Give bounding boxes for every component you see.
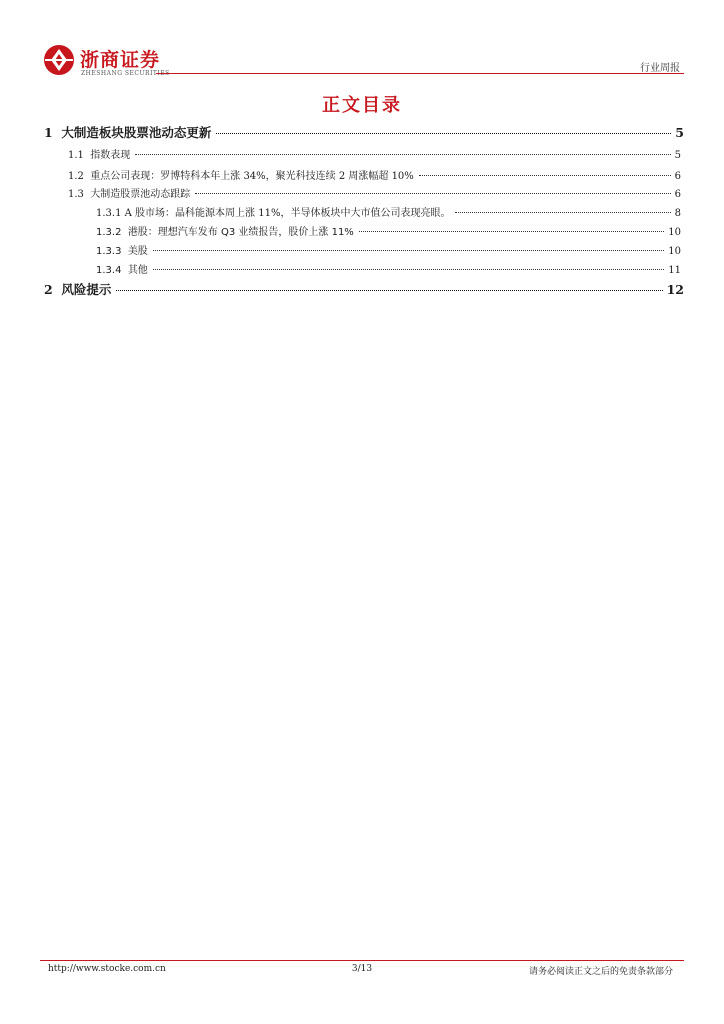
toc-leader-dots (216, 133, 671, 134)
toc-page-number: 12 (666, 282, 684, 297)
toc-leader-dots (153, 250, 664, 251)
toc-page-number: 8 (674, 208, 681, 219)
toc-entry-1[interactable] (44, 123, 684, 141)
footer-divider (40, 960, 684, 961)
toc-page-number: 10 (668, 227, 681, 238)
toc-entry-1-3-1[interactable] (96, 204, 681, 222)
toc-leader-dots (455, 212, 670, 213)
footer-website-link[interactable]: http://www.stocke.com.cn (48, 964, 166, 974)
toc-page-number: 11 (668, 265, 681, 276)
footer-disclaimer: 请务必阅读正文之后的免责条款部分 (528, 967, 673, 977)
toc-leader-dots (359, 231, 664, 232)
report-type-label: 行业周报 (640, 63, 680, 74)
toc-entry-label: 1.3 大制造股票池动态跟踪 (68, 189, 191, 200)
footer-page-indicator: 3/13 (351, 964, 373, 974)
toc-page-number: 5 (674, 150, 681, 161)
toc-entry-label: 1.3.4 其他 (96, 265, 148, 276)
page-header (40, 40, 684, 80)
toc-page-number: 5 (675, 125, 684, 140)
toc-entry-label: 1.3.1 A 股市场：晶科能源本周上涨 11%，半导体板块中大市值公司表现亮眼。 (96, 208, 451, 219)
toc-entry-label: 1.2 重点公司表现：罗博特科本年上涨 34%，聚光科技连续 2 周涨幅超 10% (68, 171, 414, 182)
toc-entry-1-3-4[interactable] (96, 261, 681, 279)
toc-page-number: 10 (668, 246, 681, 257)
toc-entry-1-2[interactable] (68, 167, 681, 185)
toc-entry-1-3-2[interactable] (96, 223, 681, 241)
logo-english-name: ZHESHANG SECURITIES (81, 70, 170, 77)
toc-page-number: 6 (674, 189, 681, 200)
toc-entry-2[interactable] (44, 280, 684, 298)
toc-leader-dots (153, 269, 664, 270)
toc-entry-label: 1.3.3 美股 (96, 246, 148, 257)
toc-leader-dots (116, 290, 662, 291)
toc-leader-dots (419, 175, 671, 176)
toc-title: 正文目录 (322, 95, 402, 116)
toc-entry-1-1[interactable] (68, 146, 681, 164)
toc-entry-1-3[interactable] (68, 185, 681, 203)
toc-entry-label: 2 风险提示 (44, 282, 112, 297)
toc-entry-label: 1.1 指数表现 (68, 150, 131, 161)
toc-entry-label: 1.3.2 港股：理想汽车发布 Q3 业绩报告，股价上涨 11% (96, 227, 354, 238)
header-divider (156, 73, 684, 74)
toc-leader-dots (135, 154, 670, 155)
toc-entry-1-3-3[interactable] (96, 242, 681, 260)
toc-page-number: 6 (674, 171, 681, 182)
logo-mark-icon (43, 44, 75, 76)
toc-entry-label: 1 大制造板块股票池动态更新 (44, 125, 212, 140)
logo-chinese-name: 浙商证券 (80, 49, 161, 71)
toc-leader-dots (195, 193, 670, 194)
